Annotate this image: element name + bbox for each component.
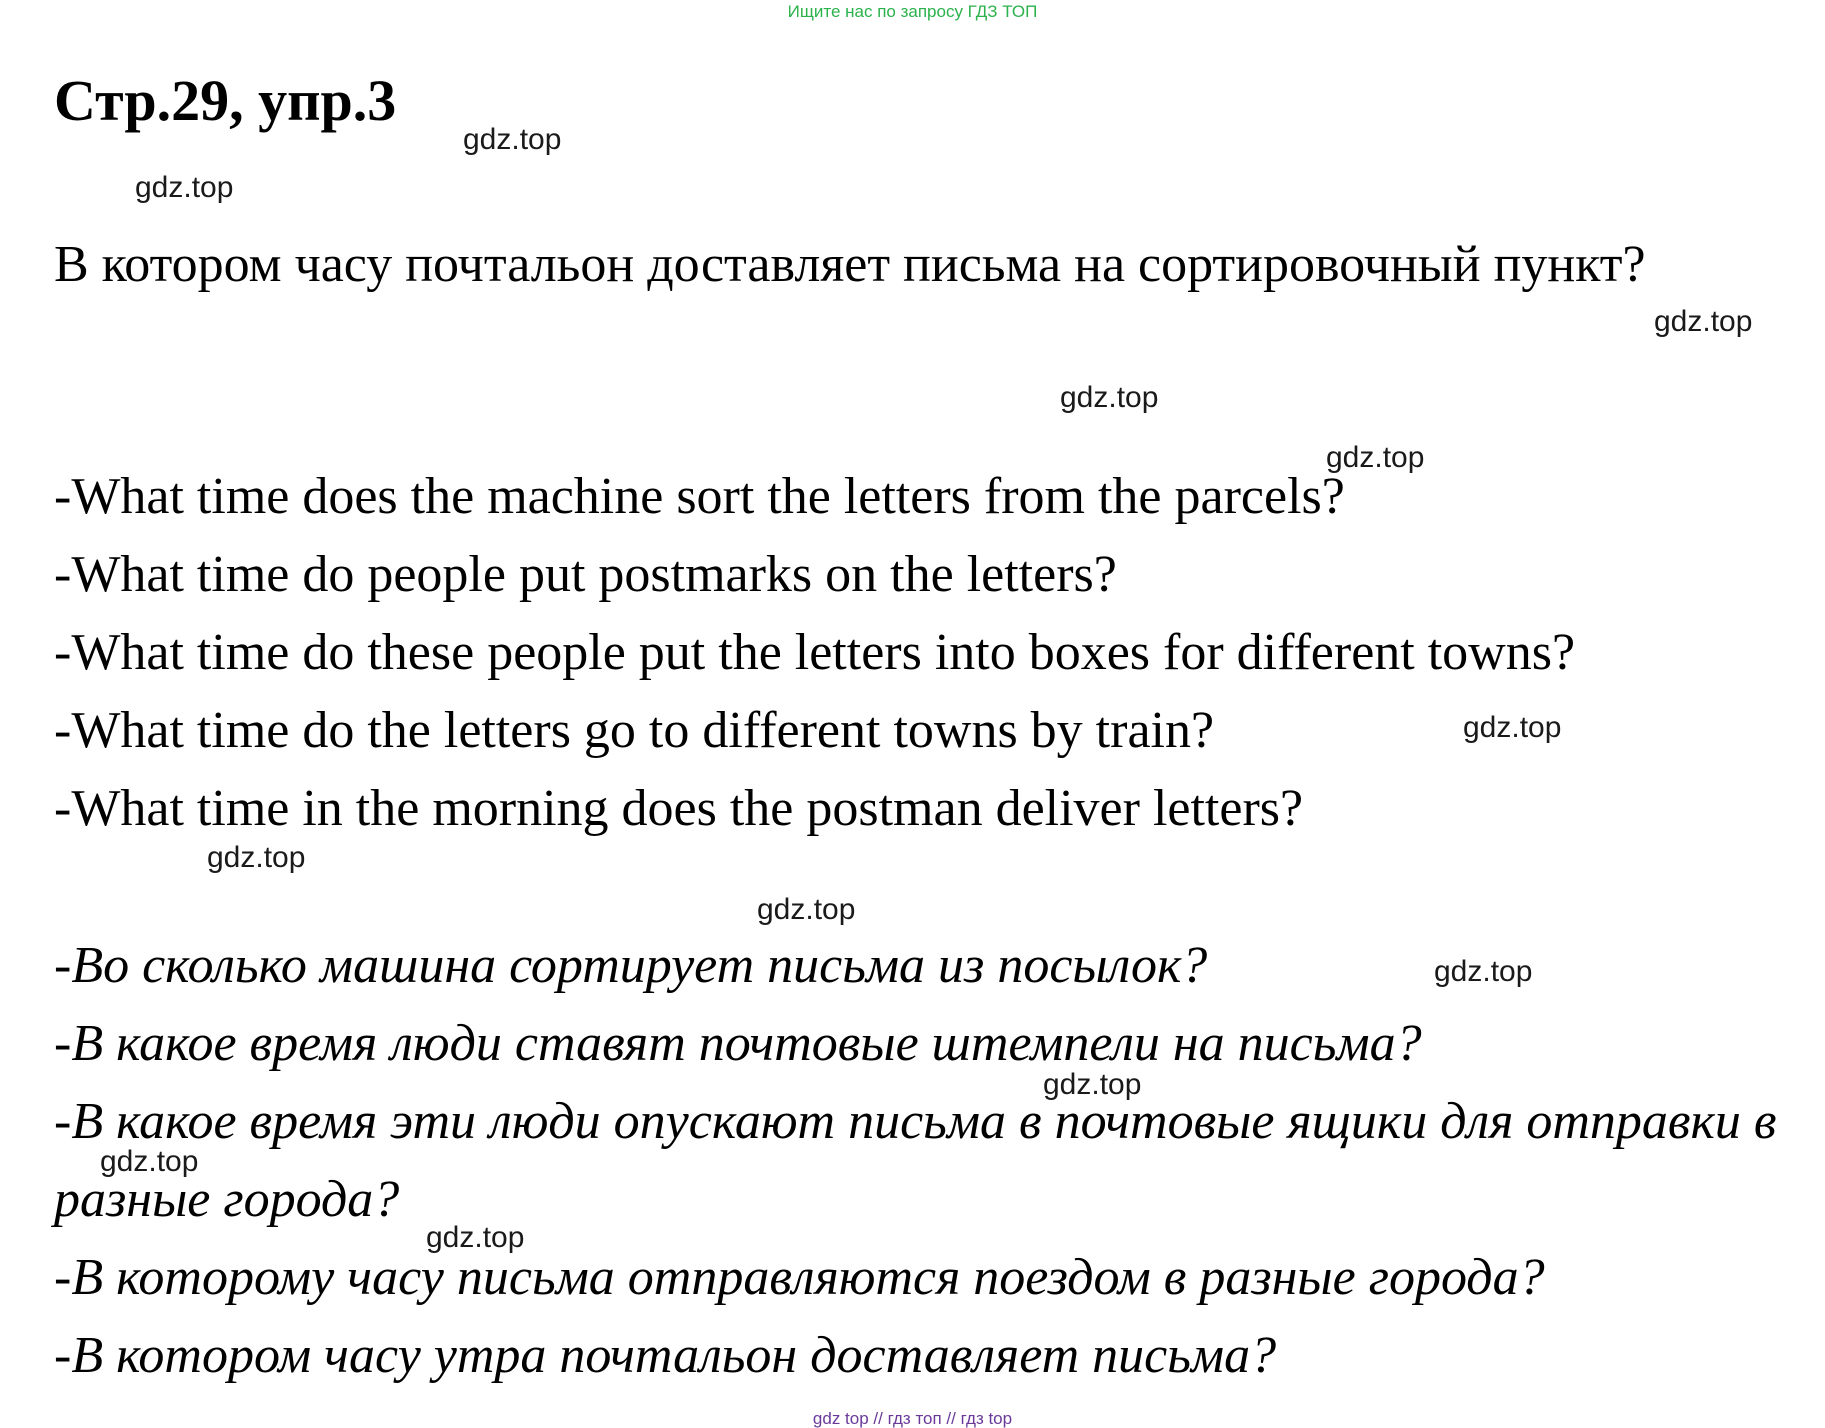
russian-translations-list	[54, 927, 1794, 1395]
english-question: -What time does the machine sort the letters from the parcels?	[54, 468, 1345, 525]
task-question: В котором часу почтальон доставляет письма на сортировочный пункт?	[54, 236, 1646, 293]
russian-translation: -В какое время эти люди опускают письма в почтовые ящики для отправки в разные города?	[54, 1093, 1777, 1228]
watermark: gdz.top	[100, 1145, 199, 1178]
watermark: gdz.top	[1434, 955, 1533, 988]
russian-translation: -В котором часу утра почтальон доставляет письма?	[54, 1327, 1277, 1384]
russian-translation: -В какое время люди ставят почтовые штемпели на письма?	[54, 1015, 1422, 1072]
watermark: gdz.top	[757, 893, 856, 926]
english-question: -What time do the letters go to different towns by train?	[54, 702, 1215, 759]
watermark: gdz.top	[135, 171, 234, 204]
watermark: gdz.top	[1326, 441, 1425, 474]
watermark: gdz.top	[1654, 305, 1753, 338]
footer-watermark: gdz top // гдз топ // гдз top	[812, 1409, 1013, 1428]
english-question: -What time in the morning does the postman deliver letters?	[54, 780, 1304, 837]
watermark: gdz.top	[1463, 711, 1562, 744]
watermark: gdz.top	[1043, 1068, 1142, 1101]
watermark: gdz.top	[207, 841, 306, 874]
top-banner: Ищите нас по запросу ГДЗ ТОП	[787, 2, 1038, 21]
page-title: Стр.29, упр.3	[54, 68, 397, 133]
russian-translation: -В которому часу письма отправляются поездом в разные города?	[54, 1249, 1545, 1306]
russian-translation: -Во сколько машина сортирует письма из посылок?	[54, 937, 1208, 994]
english-question: -What time do these people put the letters into boxes for different towns?	[54, 624, 1576, 681]
watermark: gdz.top	[426, 1221, 525, 1254]
watermark: gdz.top	[1060, 381, 1159, 414]
watermark: gdz.top	[463, 123, 562, 156]
english-question: -What time do people put postmarks on the letters?	[54, 546, 1117, 603]
english-questions-list	[54, 458, 1575, 848]
